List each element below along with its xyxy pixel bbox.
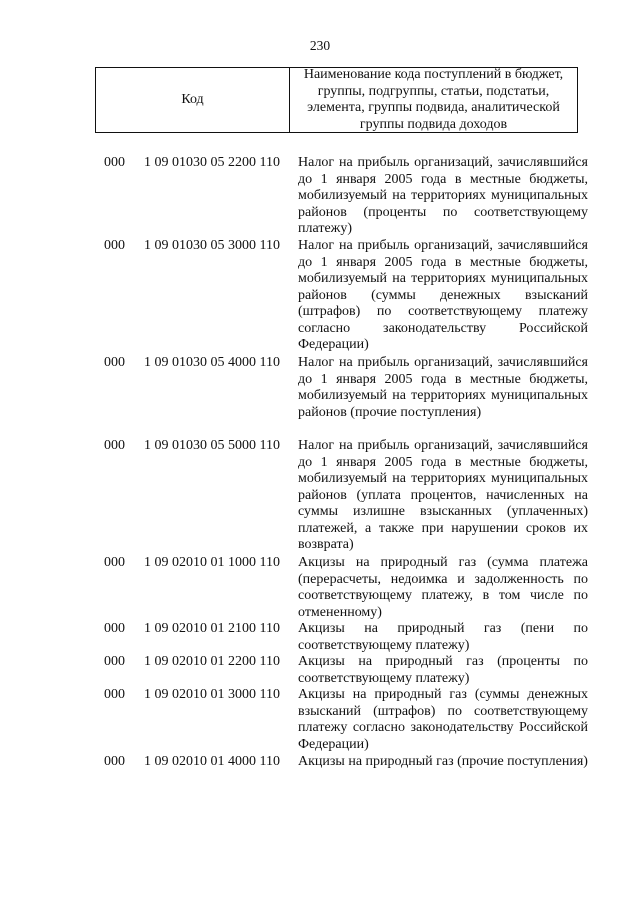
revenue-code: 1 09 01030 05 5000 110 [144,438,280,453]
admin-code: 000 [104,355,125,370]
revenue-name: Акцизы на природный газ (пени по соответствующему платежу) [298,621,588,653]
revenue-code: 1 09 01030 05 4000 110 [144,355,280,370]
revenue-code: 1 09 01030 05 3000 110 [144,238,280,253]
admin-code: 000 [104,155,125,170]
revenue-code: 1 09 02010 01 4000 110 [144,754,280,769]
revenue-name: Налог на прибыль организаций, зачислявшийся до 1 января 2005 года в местные бюджеты, мобилизуемый на территориях муниципальных районов (суммы денежных взысканий (штрафов) по соответствующему платежу согласно законодательству Российской Федерации) [298,238,588,352]
revenue-name: Акцизы на природный газ (прочие поступления) [298,754,588,769]
revenue-name: Налог на прибыль организаций, зачислявшийся до 1 января 2005 года в местные бюджеты, мобилизуемый на территориях муниципальных районов (проценты по соответствующему платежу) [298,155,588,236]
admin-code: 000 [104,687,125,702]
revenue-code: 1 09 01030 05 2200 110 [144,155,280,170]
admin-code: 000 [104,621,125,636]
revenue-name: Акцизы на природный газ (суммы денежных взысканий (штрафов) по соответствующему платежу согласно законодательству Российской Федерации) [298,687,588,752]
revenue-code: 1 09 02010 01 2100 110 [144,621,280,636]
table-header [95,67,578,133]
admin-code: 000 [104,754,125,769]
revenue-code: 1 09 02010 01 1000 110 [144,555,280,570]
header-name-label: Наименование кода поступлений в бюджет, группы, подгруппы, статьи, подстатьи, элемента, группы подвида, аналитической группы подвида доходов [303,67,564,132]
revenue-name: Налог на прибыль организаций, зачислявшийся до 1 января 2005 года в местные бюджеты, мобилизуемый на территориях муниципальных районов (прочие поступления) [298,355,588,420]
admin-code: 000 [104,438,125,453]
revenue-name: Акцизы на природный газ (проценты по соответствующему платежу) [298,654,588,686]
header-code-cell [96,68,290,132]
revenue-name: Акцизы на природный газ (сумма платежа (перерасчеты, недоимка и задолженность по соответствующему платежу, в том числе по отмененному) [298,555,588,620]
revenue-code: 1 09 02010 01 2200 110 [144,654,280,669]
header-code-label: Код [181,92,204,107]
page-number: 230 [309,38,331,53]
revenue-name: Налог на прибыль организаций, зачислявшийся до 1 января 2005 года в местные бюджеты, мобилизуемый на территориях муниципальных районов (уплата процентов, начисленных на суммы излишне взысканных (уплаченных) платежей, а также при нарушении сроков их возврата) [298,438,588,552]
header-name-cell [290,68,577,132]
admin-code: 000 [104,238,125,253]
revenue-code: 1 09 02010 01 3000 110 [144,687,280,702]
admin-code: 000 [104,654,125,669]
admin-code: 000 [104,555,125,570]
